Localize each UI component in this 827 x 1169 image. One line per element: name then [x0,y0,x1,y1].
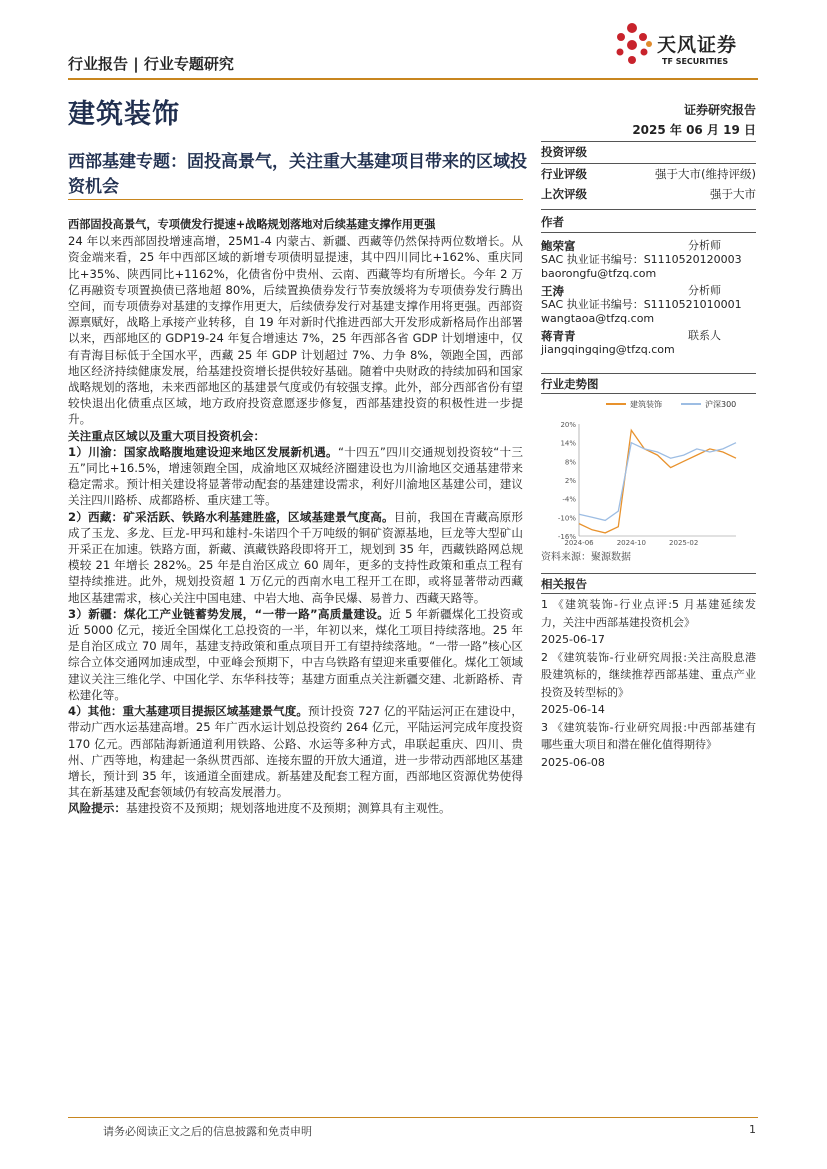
series-line [579,443,736,521]
author-role: 分析师 [688,239,721,252]
rating-value: 强于大市(维持评级) [655,167,756,181]
rating-value: 强于大市 [710,187,756,201]
series-line [579,430,736,533]
risk-heading: 风险提示： [68,801,126,816]
report-category: 行业报告 | 行业专题研究 [68,55,234,73]
risk-paragraph [68,800,523,816]
rating-label: 行业评级 [541,167,587,181]
author-role: 分析师 [688,284,721,297]
y-tick-label: -4% [562,495,576,504]
item-heading: 2）西藏：矿采活跃、铁路水利基建胜盛，区域基建景气度高。 [68,509,394,524]
related-box [541,573,756,771]
related-heading: 相关报告 [541,577,587,591]
author-sac: SAC 执业证书编号：S1110520120003 [541,253,742,266]
related-item[interactable] [541,719,756,772]
paragraph [68,509,523,606]
related-item[interactable] [541,649,756,719]
trend-chart [541,396,756,546]
divider [541,593,756,594]
risk-text: 基建投资不及预期；规划落地进度不及预期；测算具有主观性。 [125,801,451,816]
report-type: 证券研究报告 [683,103,756,117]
related-list [541,596,756,771]
legend-label: 建筑装饰 [630,400,662,409]
report-date: 2025 年 06 月 19 日 [632,123,756,137]
paragraph [68,444,523,509]
divider [541,393,756,394]
x-tick-label: 2025-02 [669,539,699,546]
author-email[interactable]: wangtaoa@tfzq.com [541,312,655,325]
author-role: 联系人 [688,329,721,342]
author-entry [541,329,756,357]
chart-source: 资料来源：聚源数据 [541,552,631,563]
page-number: 1 [749,1123,756,1136]
divider [541,373,756,374]
related-date: 2025-06-14 [541,703,605,716]
main-content [68,217,523,817]
paragraph [68,606,523,703]
y-tick-label: 14% [560,439,576,448]
y-tick-label: -16% [557,533,576,541]
related-date: 2025-06-17 [541,633,605,646]
author-entry [541,239,756,281]
paragraph [68,703,523,800]
header-divider [68,78,758,80]
item-heading: 4）其他：重大基建项目提振区域基建景气度。 [68,704,308,719]
rating-box [541,141,756,206]
rating-row [541,186,756,206]
author-name: 王涛 [541,284,564,298]
item-text: 近 5 年新疆煤化工投资或近 5000 亿元，接近全国煤化工总投资的一半，年初以来，煤化工项目持续落地。25 年是自治区成立 70 周年，基建支持政策和重点项目开工有望持续落地。“一带一路”核心区综合立体交通网加速成型，中亚峰会预期下，中吉乌铁路有望迎来重要催化。煤化工领域建议关注三维化学、中国化学、东华科技等；基建方面重点关注新疆交建、北新路桥、青松建化等。 [68,606,524,702]
related-item[interactable] [541,596,756,649]
related-date: 2025-06-08 [541,755,605,769]
author-entry [541,284,756,326]
report-title: 西部基建专题：固投高景气，关注重大基建项目带来的区域投资机会 [68,152,527,197]
x-tick-label: 2024-06 [564,539,594,546]
divider [541,209,756,210]
x-tick-label: 2024-10 [616,539,646,546]
section-heading: 西部固投高景气，专项债发行提速+战略规划落地对后续基建支撑作用更强 [68,218,436,231]
item-text: “十四五”四川交通规划投资较“十三五”同比+16.5%，增速领跑全国，成渝地区双城经济圈建设也为川渝地区交通基建带来稳定需求。预计相关建设将显著带动配套的基建建设需求，利好川渝地区基建公司，建议关注四川路桥、成都路桥、重庆建工等。 [68,444,523,508]
divider [541,141,756,142]
y-tick-label: 8% [564,458,576,467]
author-sac: SAC 执业证书编号：S1110521010001 [541,298,742,311]
y-tick-label: 2% [564,477,576,485]
paragraph: 24 年以来西部固投增速高增，25M1-4 内蒙古、新疆、西藏等仍然保持两位数增长。从资金端来看，25 年中西部区域的新增专项债明显提速，其中四川同比+162%、重庆同比+35%、陕西同比+1162%，化债省份中贵州、云南、西藏等均有所增长。今年 2 万亿再融资专项置换债已落地超 80%，后续置换债券发行节奏放缓将为专项债券发行腾出空间，而专项债券对基建的支撑作用更大，后续债券发行对基建支撑作用将更强。西部资源禀赋好，战略上承接产业转移，自 19 年对新时代推进西部大开发形成新格局作出部署以来，西部地区的 GDP19-24 年复合增速达 7%，25 年西部各省 GDP 计划增速中，仅有青海目标低于全国水平，西藏 25 年 GDP 计划超过 7%、力争 8%，领跑全国，西部地区经济持续健康发展，给基建投资增长提供较好基础。随着中央财政的持续加码和国家战略规划的落地，未来西部地区的基建景气度或仍有较强支撑。此外，部分西部省份有望较快退出化债重点区域，地方政府投资意愿逐步修复，西部基建投资的积极性进一步提升。 [68,234,523,427]
rating-row [541,166,756,186]
legend-label: 沪深300 [705,400,737,409]
author-email[interactable]: baorongfu@tfzq.com [541,267,657,280]
footer-disclaimer: 请务必阅读正文之后的信息披露和免责申明 [103,1125,312,1138]
related-title[interactable]: 1 《建筑装饰-行业点评:5 月基建延续发力，关注中西部基建投资机会》 [541,598,756,629]
rating-heading: 投资评级 [541,145,587,159]
item-text: 目前，我国在青藏高原形成了玉龙、多龙、巨龙-甲玛和雄村-朱诺四个千万吨级的铜矿资源基地，巨龙等大型矿山开采正在加速。铁路方面，新藏、滇藏铁路段即将开工，规划到 35 年，西藏铁路网总规模较 21 年增长 282%。25 年是自治区成立 60 周年，更多的支持性政策和重点工程有望持续推进。此外，规划投资超 1 万亿元的西南水电工程开工在即，或将显著带动西藏地区基建需求，核心关注中国电建、中岩大地、高争民爆、易普力、西藏天路等。 [68,509,523,605]
trend-heading: 行业走势图 [541,377,599,391]
rating-label: 上次评级 [541,187,587,201]
logo-text-en: TF SECURITIES [662,57,729,66]
author-email[interactable]: jiangqingqing@tfzq.com [541,343,675,356]
y-tick-label: 20% [560,421,576,429]
logo-mark-icon [612,22,656,70]
author-name: 鲍荣富 [541,239,576,253]
logo-text: 天风证券 [657,34,738,56]
authors-box [541,209,756,357]
section-heading: 关注重点区域以及重大项目投资机会： [68,428,266,443]
item-heading: 3）新疆：煤化工产业链蓄势发展，“一带一路”高质量建设。 [68,606,390,621]
item-text: 预计投资 727 亿的平陆运河正在建设中，带动广西水运基建高增。25 年广西水运计划总投资约 264 亿元，平陆运河完成年度投资 170 亿元。西部陆海新通道利用铁路、公路、水运等多种方式，串联起重庆、四川、贵州、广西等地，构建起一条纵贯西部、连接东盟的开放大通道，进一步带动西部地区基建增长，预计到 35 年，该通道全面建成。新基建及配套工程方面，西部地区资源优势使得其在新基建及配套领域仍有较高发展潜力。 [68,704,523,800]
related-title[interactable]: 3 《建筑装饰-行业研究周报:中西部基建有哪些重大项目和潜在催化值得期待》 [541,720,756,751]
y-tick-label: -10% [557,514,576,523]
trend-box [541,373,756,563]
authors-heading: 作者 [541,215,564,229]
divider [541,573,756,574]
related-title[interactable]: 2 《建筑装饰-行业研究周报:关注高股息港股建筑标的，继续推荐西部基建、重点产业投资及转型标的》 [541,650,756,699]
footer-divider [68,1117,758,1118]
title-divider [68,199,523,200]
industry-name: 建筑装饰 [68,99,180,130]
divider [541,163,756,164]
company-logo [612,22,762,72]
author-name: 蒋青青 [541,329,576,343]
divider [541,232,756,233]
item-heading: 1）川渝：国家战略腹地建设迎来地区发展新机遇。 [68,444,338,459]
